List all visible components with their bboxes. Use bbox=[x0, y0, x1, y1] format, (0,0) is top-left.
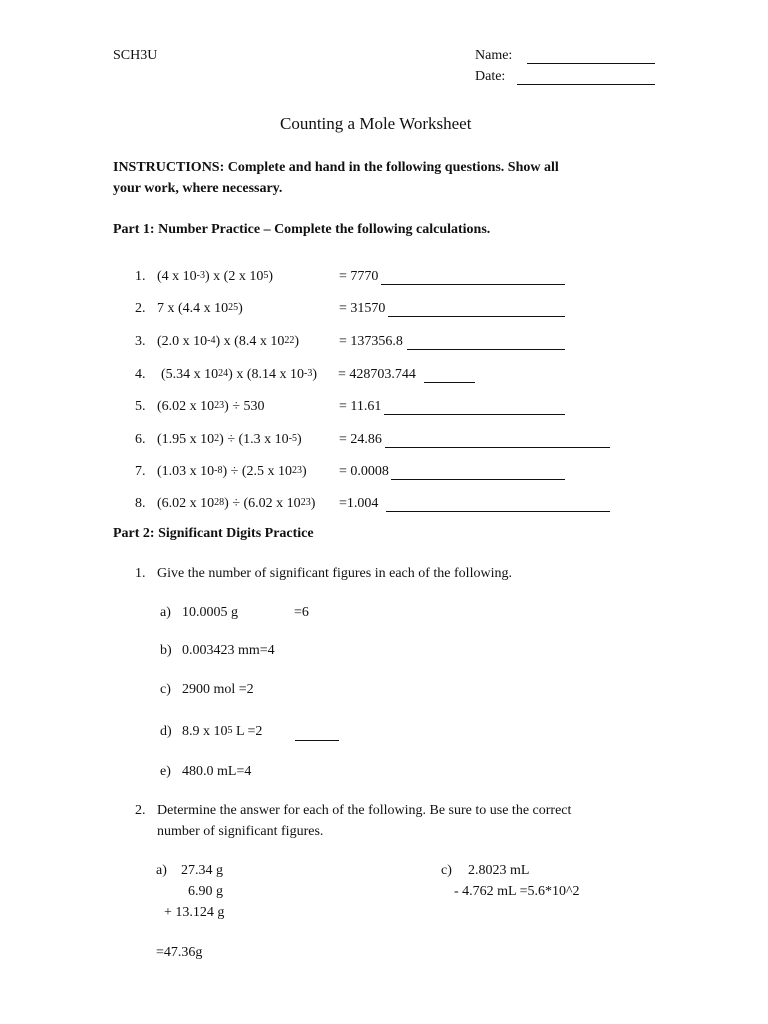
item-expression: 7 x (4.4 x $10^{25}$) bbox=[157, 301, 243, 316]
instructions-line-1: INSTRUCTIONS: Complete and hand in the following questions. Show all bbox=[113, 160, 559, 175]
name-label: Name: bbox=[475, 48, 513, 63]
part1-heading: Part 1: Number Practice – Complete the following calculations. bbox=[113, 222, 491, 237]
addend-row: + 13.124 g bbox=[164, 905, 225, 920]
item-answer: = 137356.8 bbox=[339, 334, 403, 349]
answer-line[interactable] bbox=[385, 447, 610, 448]
item-number: 2. bbox=[135, 301, 146, 316]
question-2-line-1: Determine the answer for each of the following. Be sure to use the correct bbox=[157, 803, 572, 818]
item-answer: = 24.86 bbox=[339, 432, 382, 447]
item-answer: = 428703.744 bbox=[338, 367, 416, 382]
item-expression: (6.02 x $10^{23}) \div 530$ bbox=[157, 399, 265, 414]
course-code: SCH3U bbox=[113, 48, 158, 63]
sub-label: c) bbox=[441, 863, 452, 878]
operand-row: 2.8023 mL bbox=[468, 863, 530, 878]
item-number: 7. bbox=[135, 464, 146, 479]
sub-value: 0.003423 mm=4 bbox=[182, 643, 275, 658]
sub-value: 10.0005 g bbox=[182, 605, 238, 620]
item-answer: = 31570 bbox=[339, 301, 386, 316]
date-label: Date: bbox=[475, 69, 506, 84]
question-number: 2. bbox=[135, 803, 146, 818]
item-answer: = 0.0008 bbox=[339, 464, 389, 479]
item-number: 8. bbox=[135, 496, 146, 511]
sub-value: 480.0 mL=4 bbox=[182, 764, 252, 779]
part2-heading: Part 2: Significant Digits Practice bbox=[113, 526, 314, 541]
answer-line[interactable] bbox=[424, 382, 475, 383]
item-number: 3. bbox=[135, 334, 146, 349]
name-field-line[interactable] bbox=[527, 63, 655, 64]
item-expression: (1.03 x $10^{-8}) \div (2.5$ x $10^{23}$) bbox=[157, 464, 307, 479]
item-expression: (5.34 x $10^{24}$) x (8.14 x $10^{-3}$) bbox=[161, 367, 318, 382]
sub-value: 8.9 x $10^5$ L =2 bbox=[182, 724, 263, 739]
sub-label: b) bbox=[160, 643, 172, 658]
addend-row: 6.90 g bbox=[188, 884, 223, 899]
item-number: 1. bbox=[135, 269, 146, 284]
answer-line[interactable] bbox=[295, 740, 339, 741]
question-2-line-2: number of significant figures. bbox=[157, 824, 324, 839]
item-answer: = 11.61 bbox=[339, 399, 382, 414]
sub-value: 2900 mol =2 bbox=[182, 682, 254, 697]
item-number: 5. bbox=[135, 399, 146, 414]
instructions-line-2: your work, where necessary. bbox=[113, 181, 283, 196]
sub-label: d) bbox=[160, 724, 172, 739]
worksheet-title: Counting a Mole Worksheet bbox=[280, 114, 472, 133]
sum-answer: =47.36g bbox=[156, 945, 203, 960]
sub-label: a) bbox=[156, 863, 167, 878]
item-expression: (6.02 x $10^{28}) \div (6.02$ x $10^{23}$) bbox=[157, 496, 316, 511]
item-answer: = 7770 bbox=[339, 269, 379, 284]
answer-line[interactable] bbox=[381, 284, 565, 285]
question-1-text: Give the number of significant figures in each of the following. bbox=[157, 566, 512, 581]
operand-row: - 4.762 mL =5.6*10^2 bbox=[454, 884, 580, 899]
date-field-line[interactable] bbox=[517, 84, 655, 85]
answer-line[interactable] bbox=[384, 414, 565, 415]
item-number: 4. bbox=[135, 367, 146, 382]
item-number: 6. bbox=[135, 432, 146, 447]
item-expression: (4 x $10^{-3}$) x (2 x $10^5$) bbox=[157, 269, 274, 284]
sub-answer: =6 bbox=[294, 605, 309, 620]
sub-label: e) bbox=[160, 764, 171, 779]
answer-line[interactable] bbox=[407, 349, 565, 350]
item-answer: =1.004 bbox=[339, 496, 379, 511]
item-expression: (1.95 x $10^2) \div (1.3$ x $10^{-5}$) bbox=[157, 432, 302, 447]
answer-line[interactable] bbox=[386, 511, 610, 512]
answer-line[interactable] bbox=[391, 479, 565, 480]
item-expression: (2.0 x $10^{-4}$) x (8.4 x $10^{22}$) bbox=[157, 334, 300, 349]
answer-line[interactable] bbox=[388, 316, 565, 317]
question-number: 1. bbox=[135, 566, 146, 581]
addend-row: 27.34 g bbox=[181, 863, 223, 878]
sub-label: c) bbox=[160, 682, 171, 697]
sub-label: a) bbox=[160, 605, 171, 620]
